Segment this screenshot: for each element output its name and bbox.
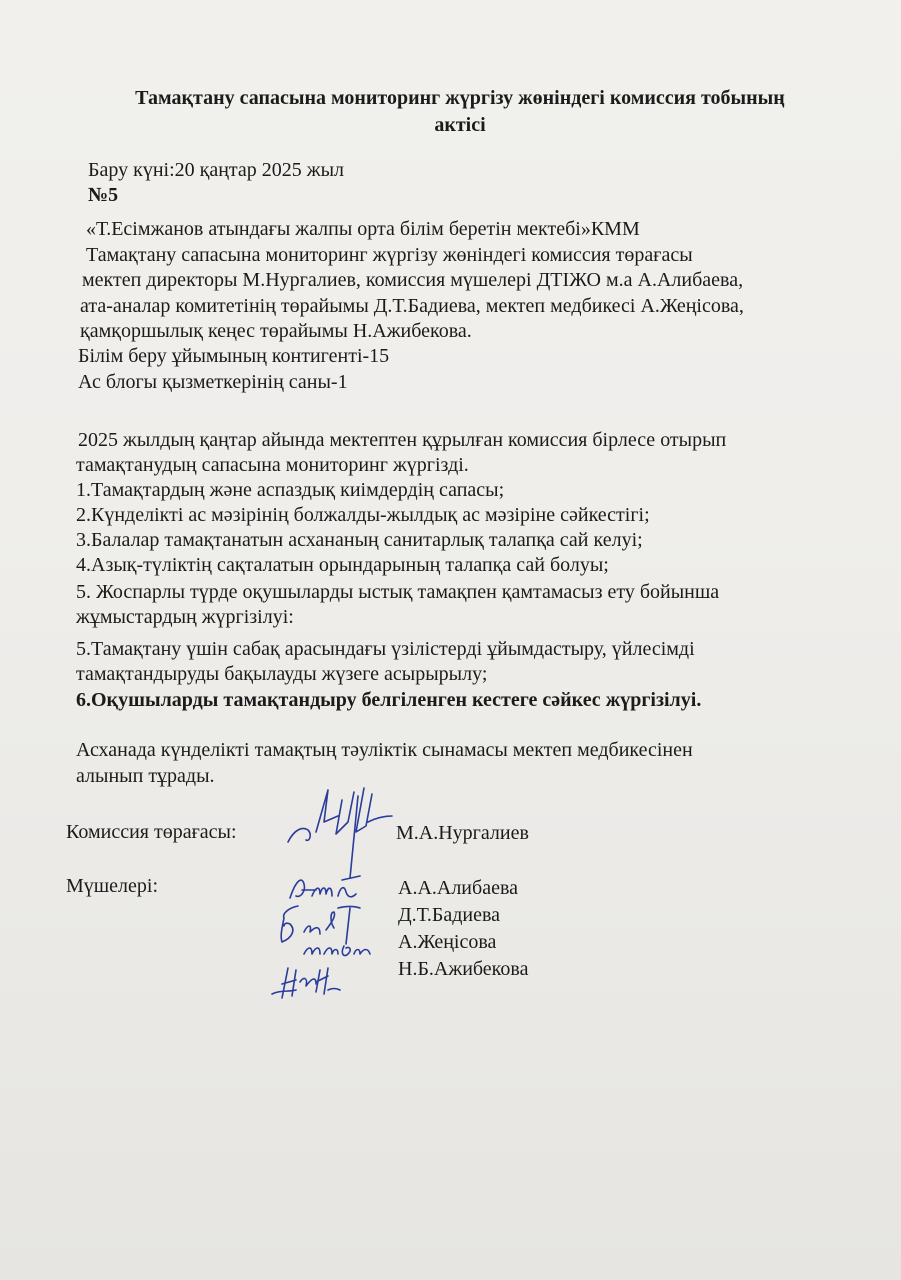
body-line: 1.Тамақтардың және аспаздық киімдердің сапасы; [76, 479, 505, 501]
closing-line: алынып тұрады. [76, 765, 215, 787]
chair-signature [280, 782, 400, 882]
intro-line: қамқоршылық кеңес төрайымы Н.Ажибекова. [80, 320, 472, 342]
bold-item: 6.Оқушыларды тамақтандыру белгіленген кестеге сәйкес жүргізілуі. [76, 689, 702, 711]
body-line: тамақтанудың сапасына мониторинг жүргізді. [76, 454, 469, 476]
body-line: 5. Жоспарлы түрде оқушыларды ыстық тамақпен қамтамасыз ету бойынша [76, 581, 720, 603]
member-name: А.Жеңісова [398, 931, 497, 953]
chair-label: Комиссия төрағасы: [66, 821, 237, 843]
member-name: А.А.Алибаева [398, 877, 518, 899]
intro-line: мектеп директоры М.Нургалиев, комиссия мүшелері ДТІЖО м.а А.Алибаева, [82, 269, 744, 291]
member-name: Д.Т.Бадиева [398, 904, 501, 926]
body-line: 3.Балалар тамақтанатын асхананың санитарлық талапқа сай келуі; [76, 529, 643, 551]
body-line: жұмыстардың жүргізілуі: [76, 606, 294, 628]
document-title-line-2: актісі [434, 114, 486, 136]
member-signature-zhenisova [300, 936, 380, 964]
visit-date: Бару күні:20 қаңтар 2025 жыл [88, 159, 345, 181]
intro-line: Ас блогы қызметкерінің саны-1 [78, 371, 348, 393]
intro-line: Білім беру ұйымының контигенті-15 [78, 345, 390, 367]
document-title-line-1: Тамақтану сапасына мониторинг жүргізу жөніндегі комиссия тобының [135, 87, 785, 109]
body-line: 4.Азық-түліктің сақталатын орындарының талапқа сай болуы; [76, 554, 609, 576]
chair-name: М.А.Нургалиев [396, 822, 529, 844]
intro-line: «Т.Есімжанов атындағы жалпы орта білім беретін мектебі»КММ [86, 218, 640, 240]
member-signature-azhibekova [266, 962, 346, 1004]
body-line: 2025 жылдың қаңтар айында мектептен құрылған комиссия бірлесе отырып [78, 429, 727, 451]
act-number: №5 [88, 184, 119, 206]
body-line: 5.Тамақтану үшін сабақ арасындағы үзілістерді ұйымдастыру, үйлесімді [76, 638, 695, 660]
member-name: Н.Б.Ажибекова [398, 958, 529, 980]
closing-line: Асханада күнделікті тамақтың тәуліктік сынамасы мектеп медбикесінен [76, 739, 693, 761]
intro-line: Тамақтану сапасына мониторинг жүргізу жөніндегі комиссия төрағасы [86, 244, 693, 266]
body-line: 2.Күнделікті ас мәзірінің болжалды-жылдық ас мәзіріне сәйкестігі; [76, 504, 650, 526]
members-label: Мүшелері: [66, 875, 159, 897]
body-line: тамақтандыруды бақылауды жүзеге асырырылу; [76, 663, 488, 685]
intro-line: ата-аналар комитетінің төрайымы Д.Т.Бадиева, мектеп медбикесі А.Жеңісова, [80, 295, 744, 317]
